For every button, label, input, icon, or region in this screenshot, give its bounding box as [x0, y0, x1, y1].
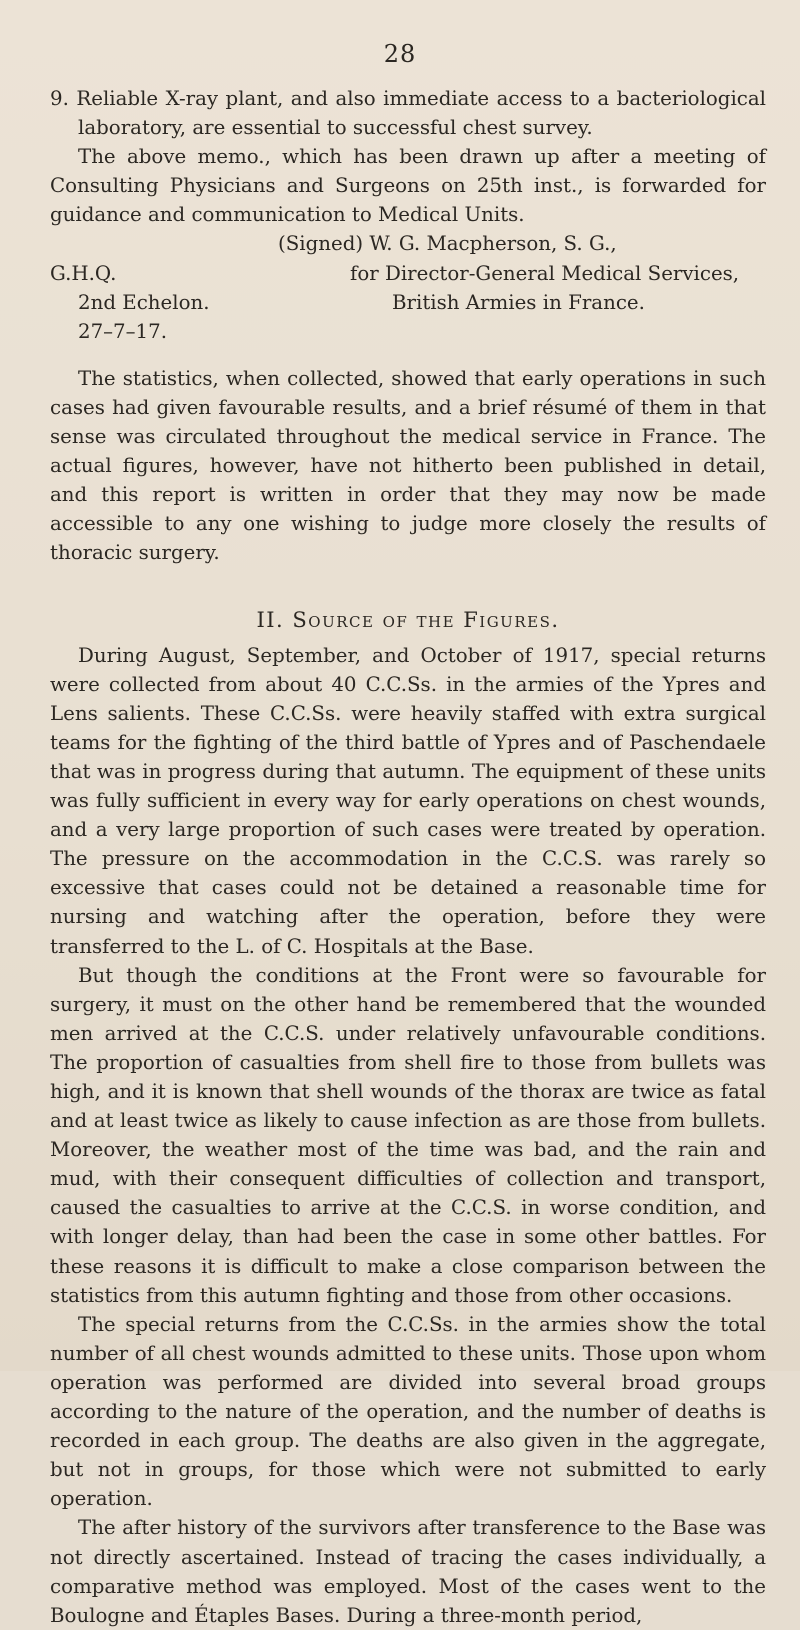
signature-block — [50, 229, 766, 345]
signature-location: G.H.Q. — [50, 261, 117, 285]
paragraph-conditions: But though the conditions at the Front were so favourable for surgery, it must on the other hand be remembered that the wounded men arrived at the C.C.S. under relatively unfavourable conditions. The proportion of casualties from shell fire to those from bullets was high, and it is known that shell wounds of the thorax are twice as fatal and at least twice as likely to cause infection as are those from bullets. Moreover, the weather most of the time was bad, and the rain and mud, with their consequent difficulties of collection and transport, caused the casualties to arrive at the C.C.S. in worse condition, and with longer delay, than had been the case in some other battles. For these reasons it is difficult to make a close comparison between the statistics from this autumn fighting and those from other occasions. — [50, 963, 766, 1307]
section-heading: II. Source of the Figures. — [256, 607, 560, 632]
paragraph-special-returns: The special returns from the C.C.Ss. in the armies show the total number of all chest wounds admitted to these units. Those upon whom operation was performed are divided into several broad groups according to the nature of the operation, and the number of deaths is recorded in each group. The deaths are also given in the aggregate, but not in groups, for those which were not submitted to early operation. — [50, 1312, 766, 1511]
paragraph-source-returns: During August, September, and October of 1917, special returns were collected from about 40 C.C.Ss. in the armies of the Ypres and Lens salients. These C.C.Ss. were heavily staffed with extra surgical teams for the fighting of the third battle of Ypres and of Paschendaele that was in progress during that autumn. The equipment of these units was fully sufficient in every way for early operations on chest wounds, and a very large proportion of such cases were treated by operation. The pressure on the accommodation in the C.C.S. was rarely so excessive that cases could not be detained a reasonable time for nursing and watching after the operation, before they were transferred to the L. of C. Hospitals at the Base. — [50, 643, 766, 958]
page-body — [50, 84, 766, 1630]
page-number: 28 — [383, 40, 417, 68]
statistics-paragraph: The statistics, when collected, showed that early operations in such cases had given favourable results, and a brief résumé of them in that sense was circulated throughout the medical service in France. The actual figures, however, have not hitherto been published in detail, and this report is written in order that they may now be made accessible to any one wishing to judge more closely the results of thoracic surgery. — [50, 366, 766, 565]
memo-paragraph: The above memo., which has been drawn up after a meeting of Consulting Physicians and Surgeons on 25th inst., is forwarded for guidance and communication to Medical Units. — [50, 145, 766, 227]
signature-signed: (Signed) W. G. Macpherson, S. G., — [278, 232, 617, 256]
signature-armies: British Armies in France. — [392, 290, 645, 314]
memo-item-9: 9. Reliable X-ray plant, and also immediate access to a bacteriological laboratory, are essential to successful chest survey. — [50, 87, 766, 140]
signature-echelon: 2nd Echelon. — [78, 290, 210, 314]
paragraph-after-history: The after history of the survivors after transference to the Base was not directly ascertained. Instead of tracing the cases individually, a comparative method was employed. Most of the cases went to the Boulogne and Étaples Bases. During a three-month period, — [50, 1516, 766, 1627]
signature-title: for Director-General Medical Services, — [350, 261, 740, 285]
signature-date: 27–7–17. — [78, 319, 167, 343]
